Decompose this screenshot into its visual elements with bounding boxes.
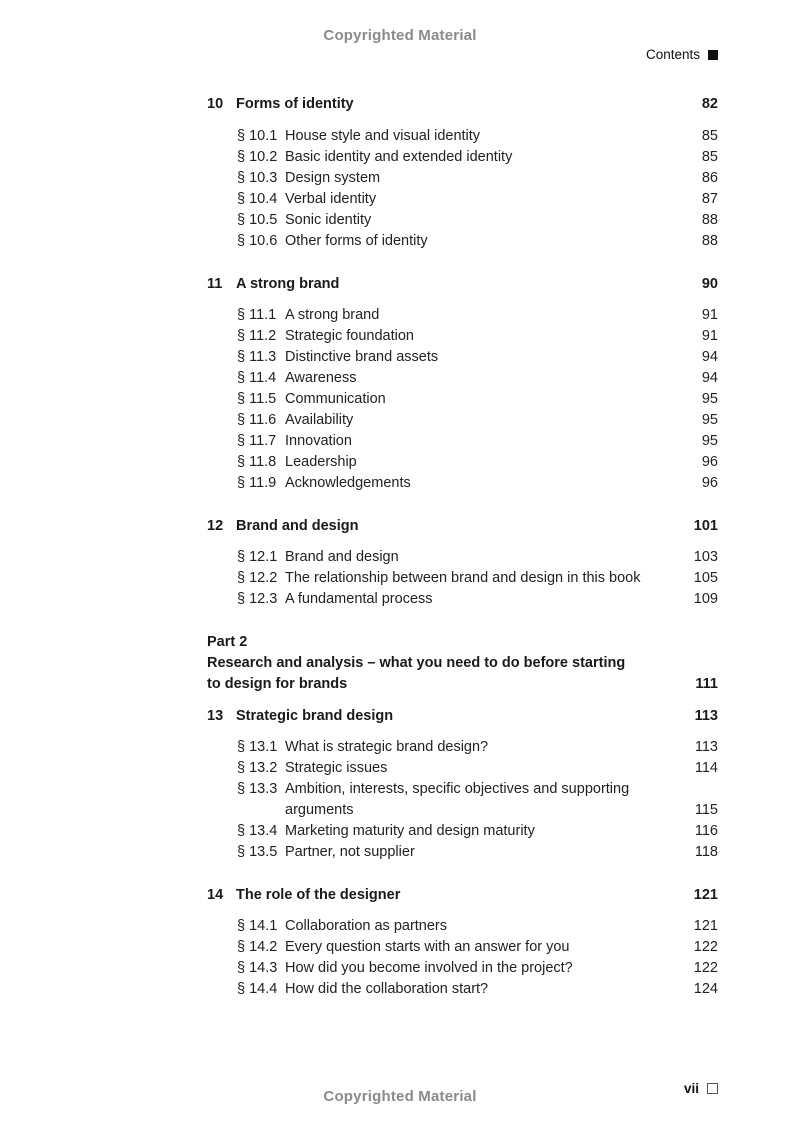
toc-section[interactable] [207,960,718,981]
section-title: Every question starts with an answer for you [285,939,570,955]
section-title: How did the collaboration start? [285,981,489,997]
section-number: § 10.1 [237,128,278,144]
chapter-page: 113 [694,708,718,724]
section-title: Strategic foundation [285,328,414,344]
toc-section[interactable] [207,918,718,939]
section-title: Sonic identity [285,212,372,228]
toc-chapter-12[interactable] [207,518,718,539]
toc-section[interactable] [207,981,718,1002]
toc-section[interactable] [207,475,718,496]
section-number: § 12.3 [237,591,278,607]
toc-section[interactable] [207,349,718,370]
section-number: § 14.3 [237,960,278,976]
section-title: Other forms of identity [285,233,428,249]
toc-section[interactable] [207,391,718,412]
toc-chapter-10[interactable] [207,96,718,117]
section-number: § 10.5 [237,212,278,228]
section-title: Distinctive brand assets [285,349,439,365]
toc-section[interactable] [207,591,718,612]
toc-section[interactable] [207,412,718,433]
running-head-label: Contents [645,47,700,62]
section-number: § 14.2 [237,939,278,955]
section-number: § 11.8 [237,454,277,470]
chapter-title: A strong brand [236,276,340,292]
section-page: 113 [694,739,718,755]
section-number: § 11.6 [237,412,277,428]
section-page: 86 [701,170,718,186]
section-page: 124 [693,981,718,997]
section-title: How did you become involved in the project? [285,960,573,976]
section-page: 95 [701,412,718,428]
section-page: 95 [701,391,718,407]
section-page: 121 [693,918,718,934]
section-number: § 10.6 [237,233,278,249]
section-title: Ambition, interests, specific objectives and supporting [285,781,630,797]
toc-section[interactable] [207,328,718,349]
section-title-continued: arguments [285,802,354,818]
section-title: Collaboration as partners [285,918,448,934]
section-title: Brand and design [285,549,399,565]
toc-section[interactable] [207,739,718,760]
section-number: § 10.2 [237,149,278,165]
section-number: § 12.1 [237,549,278,565]
page-number: vii [683,1081,699,1096]
toc-section[interactable] [207,370,718,391]
toc-section[interactable] [207,128,718,149]
section-title: Basic identity and extended identity [285,149,513,165]
chapter-number: 12 [207,518,224,534]
section-page: 103 [693,549,718,565]
chapter-title: The role of the designer [236,887,401,903]
toc-section[interactable] [207,939,718,960]
filled-square-icon [708,50,718,60]
section-number: § 11.5 [237,391,277,407]
section-page: 88 [701,212,718,228]
section-page: 115 [694,802,718,818]
part-page: 111 [695,676,718,692]
section-title: A fundamental process [285,591,433,607]
toc-section[interactable] [207,233,718,254]
chapter-title: Forms of identity [236,96,354,112]
section-page: 94 [701,349,718,365]
section-page: 87 [701,191,718,207]
section-title: Innovation [285,433,352,449]
section-title: The relationship between brand and design in this book [285,570,641,586]
section-page: 95 [701,433,718,449]
section-number: § 11.2 [237,328,277,344]
section-page: 85 [701,128,718,144]
section-number: § 12.2 [237,570,278,586]
section-page: 91 [701,307,718,323]
section-number: § 11.9 [237,475,277,491]
chapter-number: 10 [207,96,224,112]
section-number: § 11.7 [237,433,277,449]
chapter-number: 13 [207,708,224,724]
section-title: Availability [285,412,354,428]
section-number: § 13.2 [237,760,278,776]
toc-section[interactable] [207,844,718,865]
section-page: 105 [693,570,718,586]
section-page: 94 [701,370,718,386]
toc-section[interactable] [207,549,718,570]
toc-section[interactable] [207,781,718,802]
section-page: 96 [701,475,718,491]
toc-section[interactable] [207,191,718,212]
section-page: 116 [694,823,718,839]
section-page: 114 [694,760,718,776]
section-title: Verbal identity [285,191,377,207]
section-number: § 13.1 [237,739,278,755]
part-title: Research and analysis – what you need to do before starting [207,655,626,671]
section-number: § 10.3 [237,170,278,186]
chapter-page: 101 [693,518,718,534]
toc-section[interactable] [207,307,718,328]
toc-section[interactable] [207,212,718,233]
part-label: Part 2 [207,634,248,650]
section-title: Design system [285,170,381,186]
section-title: Awareness [285,370,357,386]
toc-chapter-14[interactable] [207,887,718,908]
toc-section[interactable] [207,454,718,475]
section-title: Marketing maturity and design maturity [285,823,535,839]
toc-section[interactable] [207,823,718,844]
section-page: 109 [693,591,718,607]
section-number: § 13.3 [237,781,278,797]
section-number: § 11.4 [237,370,277,386]
toc-section[interactable] [207,149,718,170]
section-number: § 11.3 [237,349,277,365]
section-number: § 11.1 [237,307,277,323]
toc-section-continued[interactable] [207,802,718,823]
toc-chapter-13[interactable] [207,708,718,729]
section-page: 88 [701,233,718,249]
toc-section[interactable] [207,433,718,454]
toc-part-title-line1[interactable] [207,655,718,676]
section-page: 122 [693,939,718,955]
toc-part-label [207,634,718,655]
section-title: Partner, not supplier [285,844,415,860]
copyright-watermark-bottom: Copyrighted Material [323,1088,477,1105]
section-page: 85 [701,149,718,165]
section-number: § 14.1 [237,918,278,934]
section-title: What is strategic brand design? [285,739,489,755]
toc-section[interactable] [207,760,718,781]
chapter-page: 90 [701,276,718,292]
section-number: § 10.4 [237,191,278,207]
toc-chapter-11[interactable] [207,276,718,297]
section-page: 96 [701,454,718,470]
part-title-continued: to design for brands [207,676,348,692]
chapter-number: 11 [207,276,223,292]
section-title: Acknowledgements [285,475,411,491]
chapter-number: 14 [207,887,224,903]
section-title: A strong brand [285,307,380,323]
section-number: § 13.4 [237,823,278,839]
toc-part-title-line2[interactable] [207,676,718,697]
section-page: 122 [693,960,718,976]
section-number: § 13.5 [237,844,278,860]
section-number: § 14.4 [237,981,278,997]
copyright-watermark-top: Copyrighted Material [323,27,477,44]
chapter-title: Strategic brand design [236,708,394,724]
section-title: House style and visual identity [285,128,481,144]
running-head [646,47,718,62]
section-title: Strategic issues [285,760,388,776]
section-page: 91 [701,328,718,344]
chapter-title: Brand and design [236,518,359,534]
toc-section[interactable] [207,570,718,591]
chapter-page: 82 [701,96,718,112]
chapter-page: 121 [693,887,718,903]
section-title: Communication [285,391,386,407]
section-page: 118 [694,844,718,860]
toc-section[interactable] [207,170,718,191]
section-title: Leadership [285,454,357,470]
